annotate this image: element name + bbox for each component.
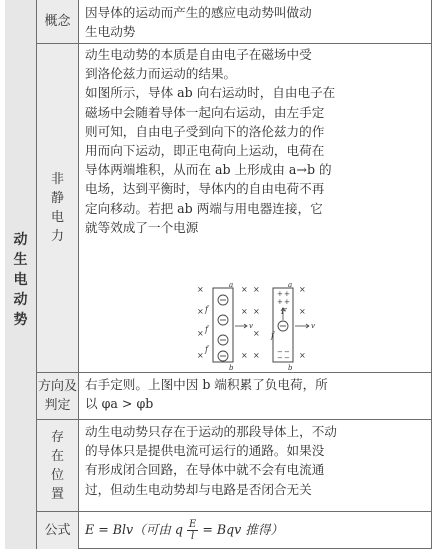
conductor-diagram [195,282,335,370]
cross-symbol: × [241,285,248,294]
text-line: 因导体的运动而产生的感应电动势叫做动 [85,5,312,20]
fraction-numerator: E [189,518,197,530]
nonstatic-content [85,45,425,237]
row-divider [37,372,432,373]
text-line: 过，但动生电动势却与电路是否闭合无关 [85,481,312,497]
label-concept-text: 概念 [44,14,71,29]
main-label-char: 电 [13,272,28,288]
formula-text-after: = Bqv 推得） [202,522,284,538]
text-line: 动生电动势只存在于运动的那段导体上，不动 [85,424,337,439]
svg-text:−: − [284,348,290,356]
cross-symbol: × [197,351,204,360]
text-line: 的导体只是提供电流可运行的通路。如果没 [85,443,325,459]
label-F: F [281,307,287,316]
cross-symbol: × [253,351,260,360]
velocity-arrow-right [295,324,309,328]
label-concept [37,0,79,43]
main-label-column [5,0,37,549]
label-formula-text: 公式 [44,523,71,538]
electron-markers-left [218,295,228,361]
label-line: 方向及 [37,379,77,394]
label-char: 置 [50,486,64,502]
label-nonstatic-force [37,44,79,372]
text-line: 定向移动。若把 ab 两端与用电器连接，它 [85,200,323,216]
label-b-left: b [229,364,234,370]
svg-text:+: + [277,298,283,306]
cross-symbol: × [299,285,306,294]
text-line: 就等效成了一个电源 [85,219,199,235]
svg-text:+: + [284,298,290,306]
cross-symbol: × [241,351,248,360]
cross-symbol: × [197,329,204,338]
formula-content [85,514,425,546]
label-char: 存 [50,429,64,445]
label-location [37,420,79,511]
label-f: f [271,331,274,340]
positive-charges [277,290,290,306]
velocity-arrow-left [235,324,247,328]
label-f: f [205,345,208,354]
text-line: 生电动势 [85,24,136,40]
cross-symbol: × [253,329,260,338]
concept-content [85,3,425,41]
text-line: 电场，达到平衡时，导体内的自由电荷不再 [85,181,325,197]
label-f: f [205,305,208,314]
negative-charges [277,348,290,362]
label-direction-text [37,377,78,415]
svg-text:+: + [284,290,290,298]
row-divider [37,43,432,44]
text-line: 如图所示，导体 ab 向右运动时，自由电子在 [85,85,336,101]
label-nonstatic-text [37,170,78,246]
label-char: 力 [50,229,64,244]
label-char: 非 [50,172,64,187]
cross-symbol: × [253,285,260,294]
label-location-text [37,428,78,504]
fraction-denominator: l [191,530,195,542]
main-label-char: 生 [13,252,28,268]
label-char: 在 [50,448,64,464]
text-line: 动生电动势的本质是自由电子在磁场中受 [85,47,312,62]
text-line: 以 φa > φb [85,396,154,412]
cross-symbol: × [253,307,260,316]
main-label-char: 势 [13,312,28,328]
location-content [85,422,425,499]
formula-fraction [187,519,198,542]
label-v-left: v [249,322,253,330]
text-line: 导体两端堆积，从而在 ab 上形成由 a→b 的 [85,162,332,178]
label-a-left: a [229,282,234,289]
text-line: 磁场中会随着导体一起向右运动，由左手定 [85,104,325,120]
label-char: 电 [50,210,64,225]
label-char: 静 [50,191,64,206]
right-conductor [273,288,293,362]
label-line: 判定 [44,398,71,413]
main-label-char: 动 [13,232,28,248]
label-f: f [205,325,208,334]
cross-symbol: × [197,285,204,294]
label-direction [37,373,79,419]
svg-text:−: − [284,354,290,362]
cross-symbol: × [241,307,248,316]
row-divider [37,511,432,512]
label-v-right: v [311,322,315,330]
cross-symbol: × [299,307,306,316]
main-label [5,230,36,330]
direction-content [85,375,425,413]
text-line: 右手定则。上图中因 b 端积累了负电荷，所 [85,377,328,392]
cross-symbol: × [299,351,306,360]
label-formula [37,512,79,549]
label-char: 位 [50,467,64,483]
svg-text:−: − [277,354,283,362]
formula-text-before: E = Blv（可由 q [85,522,183,538]
row-divider [37,419,432,420]
cross-symbol: × [197,307,204,316]
label-b-right: b [288,364,293,370]
svg-text:−: − [277,348,283,356]
label-a-right: a [288,282,293,289]
svg-text:+: + [277,290,283,298]
text-line: 有形成闭合回路，在导体中就不会有电流通 [85,462,325,478]
main-label-char: 动 [13,292,28,308]
text-line: 则可知，自由电子受到向下的洛伦兹力的作 [85,123,325,139]
text-line: 用而向下运动，即正电荷向上运动，电荷在 [85,143,325,159]
text-line: 到洛伦兹力而运动的结果。 [85,66,237,82]
